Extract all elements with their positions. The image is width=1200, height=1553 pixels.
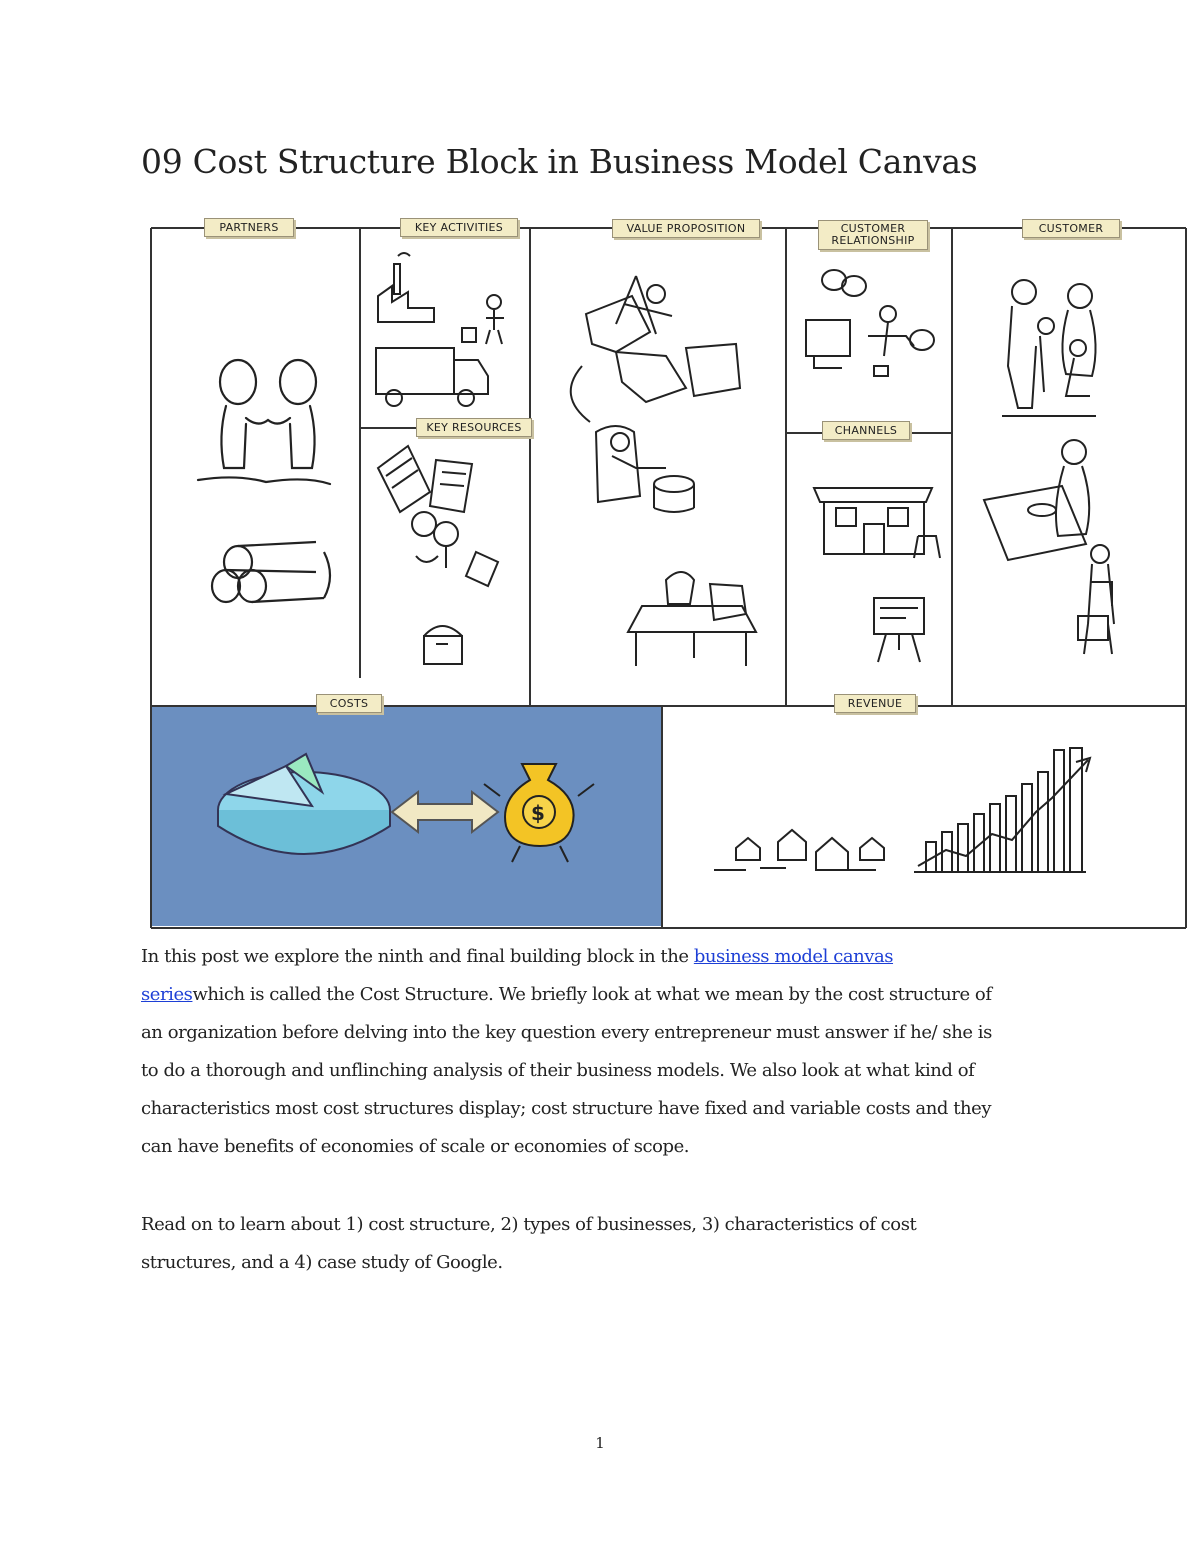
key-activities-truck-icon — [376, 348, 488, 406]
tag-partners: PARTNERS — [204, 218, 294, 237]
customer-relationship-icon — [806, 270, 934, 376]
customer-family-icon — [1002, 280, 1096, 416]
revenue-houses-icon — [714, 830, 884, 870]
read-on-line-2: structures, and a 4) case study of Google. — [141, 1252, 503, 1273]
business-model-canvas-illustration — [146, 206, 1192, 934]
read-on-paragraph — [141, 1206, 1071, 1282]
intro-line-6: can have benefits of economies of scale or economies of scope. — [141, 1136, 690, 1157]
tag-key-resources: KEY RESOURCES — [416, 418, 532, 437]
revenue-growth-chart-icon — [914, 748, 1090, 872]
page-title: 09 Cost Structure Block in Business Model Canvas — [141, 142, 978, 181]
page-number: 1 — [595, 1434, 605, 1452]
key-resources-treasure-chest-icon — [424, 626, 462, 664]
partners-logs-icon — [212, 542, 330, 602]
channels-presentation-board-icon — [874, 598, 924, 662]
intro-line-2-text: which is called the Cost Structure. We briefly look at what we mean by the cost structure of — [192, 984, 992, 1005]
partners-handshake-icon — [198, 360, 330, 484]
tag-value-proposition: VALUE PROPOSITION — [612, 219, 760, 238]
key-resources-tablet-icon — [466, 552, 498, 586]
intro-line-4: to do a thorough and unflinching analysis of their business models. We also look at what kind of — [141, 1060, 975, 1081]
business-model-canvas-series-link-part2[interactable]: series — [141, 984, 193, 1005]
business-model-canvas-series-link-part1[interactable]: business model canvas — [693, 946, 894, 967]
tag-revenue: REVENUE — [834, 694, 916, 713]
value-proposition-armchair-icon — [596, 426, 694, 512]
intro-line-1-text: In this post we explore the ninth and final building block in the — [141, 946, 694, 967]
tag-key-activities: KEY ACTIVITIES — [400, 218, 518, 237]
value-proposition-desk-icon — [628, 572, 756, 666]
value-proposition-puzzle-icon — [586, 276, 740, 402]
value-proposition-arrow-icon — [571, 366, 590, 422]
tag-channels: CHANNELS — [822, 421, 910, 440]
tag-customer-relationship — [818, 220, 928, 250]
key-activities-factory-icon — [378, 253, 434, 322]
customer-woman-tray-icon — [984, 440, 1089, 560]
intro-line-3: an organization before delving into the key question every entrepreneur must answer if he/ she is — [141, 1022, 992, 1043]
intro-line-5: characteristics most cost structures display; cost structure have fixed and variable costs and they — [141, 1098, 992, 1119]
tag-customer: CUSTOMER — [1022, 219, 1120, 238]
key-resources-person-icon — [412, 512, 458, 568]
read-on-line-1: Read on to learn about 1) cost structure, 2) types of businesses, 3) characteristics of cost — [141, 1214, 917, 1235]
intro-line-2 — [141, 976, 1071, 1014]
intro-line-1 — [141, 938, 1071, 976]
channels-shop-icon — [814, 488, 940, 558]
tag-customer-relationship-line1: CUSTOMER — [840, 222, 906, 235]
tag-customer-relationship-line2: RELATIONSHIP — [831, 234, 915, 247]
svg-text:$: $ — [531, 801, 545, 825]
intro-paragraph — [141, 938, 1071, 1166]
customer-man-briefcase-icon — [1078, 545, 1114, 654]
key-resources-documents-icon — [378, 446, 472, 512]
tag-costs: COSTS — [316, 694, 382, 713]
key-activities-worker-icon — [462, 295, 504, 344]
